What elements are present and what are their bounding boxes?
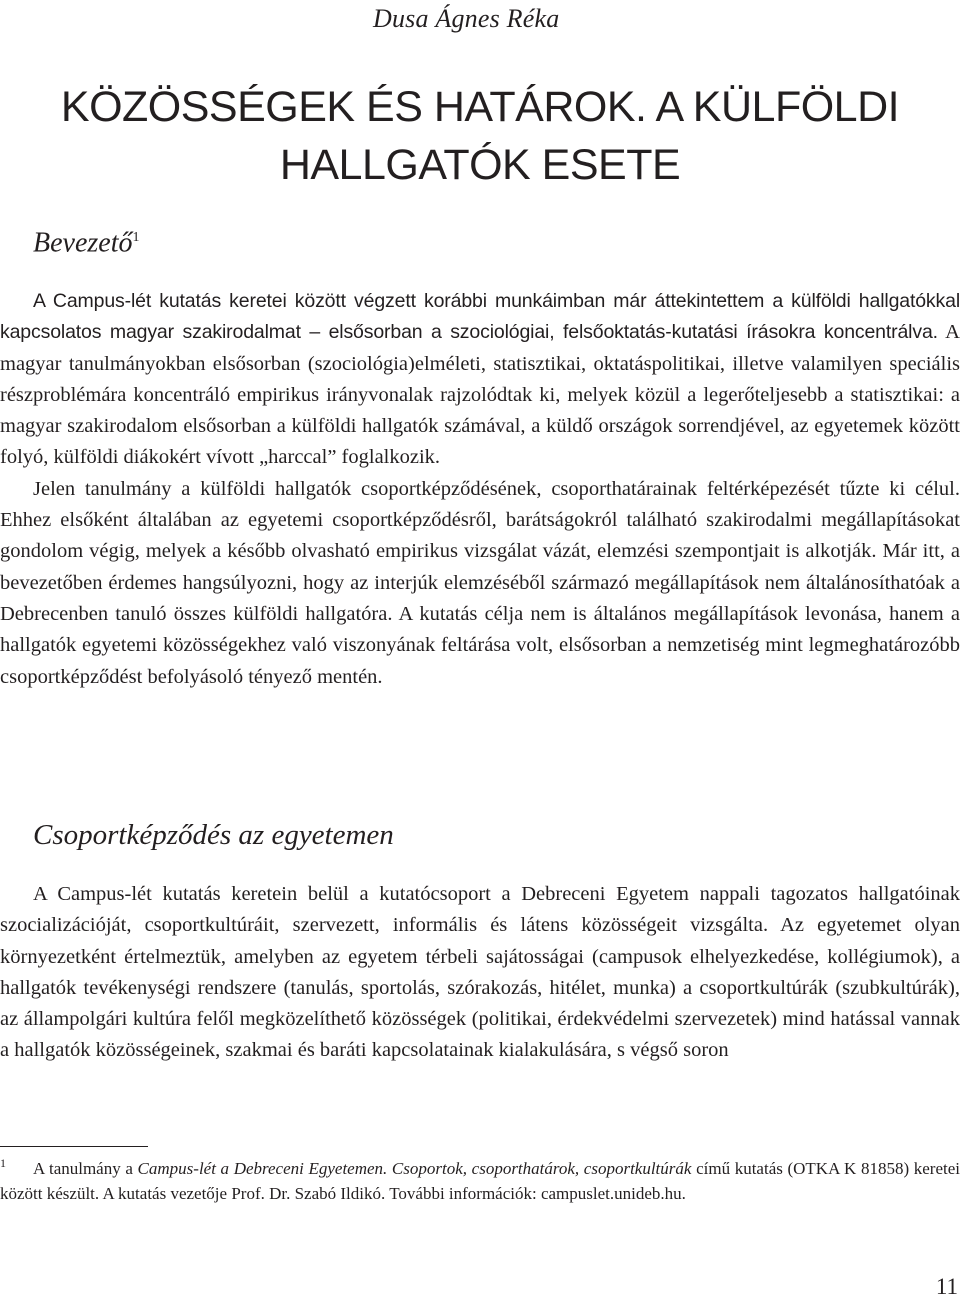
introduction-paragraph-1	[0, 286, 960, 693]
introduction-paragraph-1-sans-part: A Campus-lét kutatás keretei között végzett korábbi munkáimban már áttekintettem a külföldi hallgatókkal kapcsolatos magyar szakirodalmat – elsősorban a szociológiai, felsőoktatás-kutatási írásokra koncentrálva.	[0, 290, 960, 344]
section-heading-introduction-text: Bevezető	[33, 227, 133, 259]
article-title	[0, 78, 960, 194]
footnote-text-b: című kutatás (OTKA K 81858) keretei között készült. A kutatás vezetője Prof. Dr. Szabó Ildikó. További információk: campuslet.unideb.hu.	[0, 1159, 960, 1203]
footnote-divider	[0, 1146, 148, 1147]
footnote-marker: 1	[132, 230, 140, 245]
footnote: 1 A tanulmány a Campus-lét a Debreceni Egyetemen. Csoportok, csoporthatárok, csoportkultúrák című kutatás (OTKA K 81858) keretei között készült. A kutatás vezetője Prof. Dr. Szabó Ildikó. További információk: campuslet.unideb.hu.	[0, 1156, 960, 1203]
group-formation-paragraph-1-text: A Campus-lét kutatás keretein belül a kutatócsoport a Debreceni Egyetem nappali tagozatos hallgatóinak szocializációját, csoportkultúráit, szervezett, informális és látens közösségeit vizsgálta. Az egyetemet olyan környezetként értelmeztük, amelyben az egyetem térbeli sajátosságai (campusok elhelyezkedése, kollégiumok), a hallgatók tevékenységi rendszere (tanulás, sportolás, szórakozás, hitélet, munka) a csoportkultúrák (szubkultúrák), az állampolgári kultúra felől megközelíthető közösségek (politikai, érdekvédelmi szervezetek) mind hatással vannak a hallgatók közösségeinek, szakmai és baráti kapcsolatainak kialakulására, s végső soron	[0, 883, 960, 1062]
group-formation-paragraph-1	[0, 879, 960, 1067]
section-heading-group-formation: Csoportképződés az egyetemen	[33, 819, 394, 851]
introduction-paragraph-1-serif-part: A magyar tanulmányokban elsősorban (szociológia)elméleti, statisztikai, oktatáspolitikai, illetve valamilyen speciális részproblémára koncentráló empirikus irányvonalak rajzolódtak ki, melyek közül a legerőteljesebb a statisztikai: a magyar szakirodalom elsősorban a külföldi hallgatók számával, a küldő országok sorrendjével, az egyetemek között folyó, külföldi diákokért vívott „harccal” foglalkozik.	[0, 321, 960, 469]
article-title-line-2: HALLGATÓK ESETE	[279, 141, 681, 189]
section-heading-introduction	[33, 221, 140, 260]
article-title-line-1: KÖZÖSSÉGEK ÉS HATÁROK. A KÜLFÖLDI	[60, 83, 900, 131]
footnote-text-italic: Campus-lét a Debreceni Egyetemen. Csoportok, csoporthatárok, csoportkultúrák	[137, 1159, 692, 1178]
footnote-text-a: A tanulmány a	[33, 1159, 138, 1178]
introduction-paragraph-2: Jelen tanulmány a külföldi hallgatók csoportképződésének, csoporthatárainak feltérképezését tűzte ki célul. Ehhez elsőként általában az egyetemi csoportképződésről, barátságokról található szakirodalmi megállapításokat gondolom végig, melyek a később olvasható empirikus vizsgálat vázát, elemzési szempontjait is alkotják. Már itt, a bevezetőben érdemes hangsúlyozni, hogy az interjúk elemzéséből származó megállapítások nem általánosíthatóak a Debrecenben tanuló összes külföldi hallgatóra. A kutatás célja nem is általános megállapítások levonása, hanem a hallgatók egyetemi közösségekhez való viszonyának feltárása volt, elsősorban a nemzetiség mint legmeghatározóbb csoportképződést befolyásoló tényező mentén.	[0, 477, 960, 688]
page-number: 11	[935, 1274, 958, 1299]
author-name: Dusa Ágnes Réka	[373, 4, 560, 33]
